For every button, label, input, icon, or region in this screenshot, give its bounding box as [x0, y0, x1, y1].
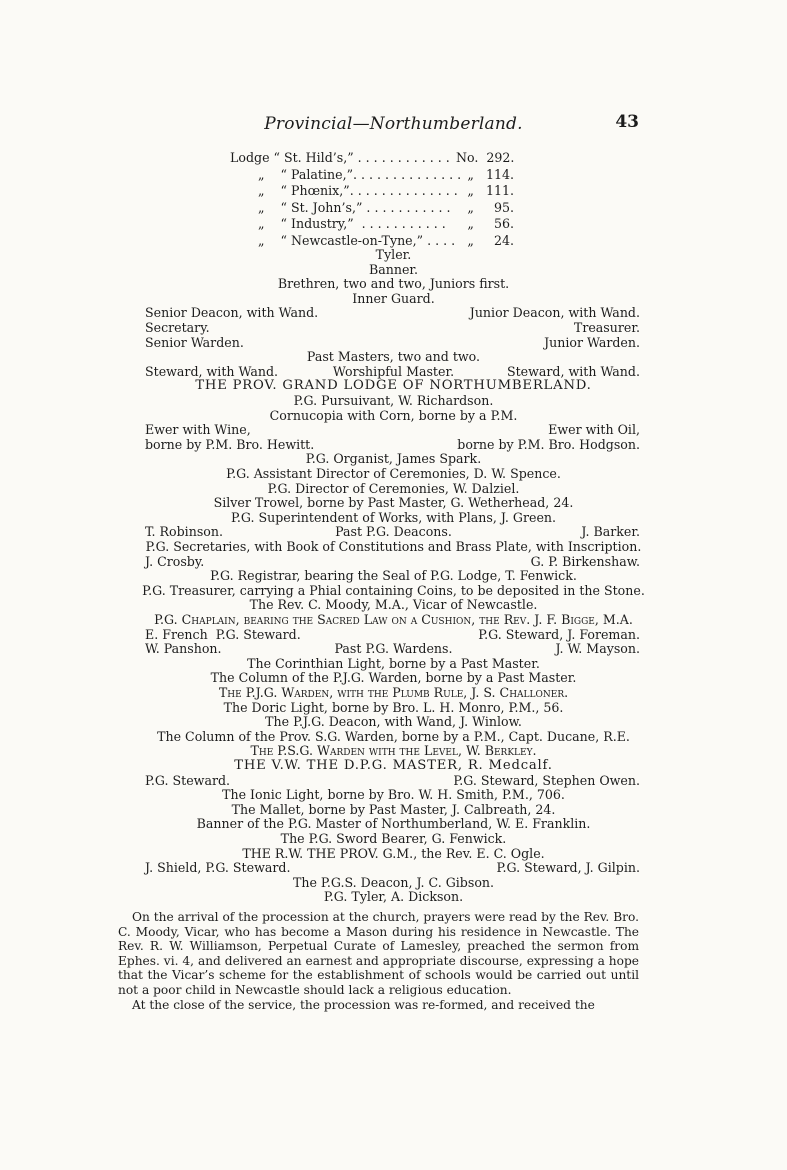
paragraph: On the arrival of the procession at the church, prayers were read by the Rev. Bro. C. Moody, Vicar, who has become a Mason during his residence in Newcastle. The Rev. R. W. Williamson, Perpetual Curate of Lamesley, preached the sermon from Ephes. vi. 4, and delivered an earnest and appropriate discourse, expressing a hope that the Vicar’s scheme for the establishment of schools would be carried out until not a poor child in Newcastle should lack a religious education. — [118, 910, 639, 997]
procession-entry: THE PROV. GRAND LODGE OF NORTHUMBERLAND. — [195, 378, 592, 394]
procession-entry: P.G. Steward. — [145, 772, 231, 788]
procession-entry: J. Crosby. — [145, 553, 205, 569]
procession-entry: Ewer with Wine, — [145, 422, 251, 438]
procession-entry: Banner. — [368, 261, 419, 277]
lodge-number: No. 292. — [456, 150, 515, 165]
procession-entry: J. Shield, P.G. Steward. — [145, 860, 291, 876]
procession-entry: The Column of the P.J.G. Warden, borne by a Past Master. — [210, 670, 577, 686]
procession-entry: The Column of the Prov. S.G. Warden, borne by a P.M., Capt. Ducane, R.E. — [157, 728, 630, 744]
procession-entry: P.G. Steward, J. Foreman. — [478, 626, 640, 642]
procession-entry: Past P.G. Wardens. — [334, 641, 453, 657]
procession-entry: P.G. Registrar, bearing the Seal of P.G. Lodge, T. Fenwick. — [210, 568, 577, 584]
procession-entry: P.G. Tyler, A. Dickson. — [323, 889, 464, 905]
procession-entry: G. P. Birkenshaw. — [530, 553, 640, 569]
procession-entry: The P.G.S. Deacon, J. C. Gibson. — [292, 874, 495, 890]
procession-entry: The P.G. Sword Bearer, G. Fenwick. — [280, 831, 507, 846]
procession-entry: Treasurer. — [573, 320, 640, 335]
procession-entry: Past Masters, two and two. — [306, 349, 481, 365]
lodge-number: „ 24. — [467, 232, 514, 248]
procession-entry: P.G. Director of Ceremonies, W. Dalziel. — [267, 480, 520, 496]
procession-entry: Worshipful Master. — [332, 363, 455, 379]
page-number: 43 — [615, 112, 639, 132]
procession-entry: The Ionic Light, borne by Bro. W. H. Smith, P.M., 706. — [222, 787, 565, 803]
procession-entry: P.G. Secretaries, with Book of Constitutions and Brass Plate, with Inscription. — [145, 539, 642, 554]
procession-entry: Banner of the P.G. Master of Northumberland, W. E. Franklin. — [196, 816, 591, 832]
procession-entry: P.G. Chaplain, bearing the Sacred Law on a Cushion, the Rev. J. F. Bigge, M.A. — [154, 612, 633, 627]
lodge-name: „ “ Phœnix,”. . . . . . . . . . . . . . — [258, 183, 458, 198]
lodge-number: „ 95. — [467, 199, 514, 215]
procession-entry: P.G. Assistant Director of Ceremonies, D. W. Spence. — [226, 466, 561, 481]
procession-entry: The Rev. C. Moody, M.A., Vicar of Newcastle. — [249, 597, 538, 613]
procession-entry: E. French P.G. Steward. — [145, 626, 301, 642]
procession-entry: P.G. Pursuivant, W. Richardson. — [293, 393, 494, 408]
procession-entry: P.G. Organist, James Spark. — [305, 451, 482, 467]
procession-entry: W. Panshon. — [145, 641, 222, 657]
procession-entry: borne by P.M. Bro. Hewitt. — [145, 436, 315, 452]
lodge-name: „ “ Industry,” . . . . . . . . . . . — [258, 216, 446, 231]
procession-entry: P.G. Steward, J. Gilpin. — [496, 860, 640, 876]
lodge-name: „ “ Palatine,”. . . . . . . . . . . . . . — [258, 166, 462, 182]
procession-entry: The P.S.G. Warden with the Level, W. Berkley. — [250, 743, 537, 759]
procession-entry: Steward, with Wand. — [145, 363, 279, 379]
procession-entry: Tyler. — [375, 247, 412, 262]
procession-entry: J. W. Mayson. — [555, 641, 640, 657]
procession-entry: The Doric Light, borne by Bro. L. H. Monro, P.M., 56. — [223, 699, 564, 715]
narrative-text — [118, 910, 639, 1012]
procession-entry: Brethren, two and two, Juniors first. — [277, 276, 510, 292]
procession-entry: The Corinthian Light, borne by a Past Master. — [247, 655, 540, 671]
running-title: Provincial—Northumberland. — [264, 114, 523, 134]
procession-entry: Past P.G. Deacons. — [335, 524, 452, 540]
procession-entry: THE R.W. THE PROV. G.M., the Rev. E. C. Ogle. — [242, 845, 545, 861]
procession-entry: P.G. Treasurer, carrying a Phial containing Coins, to be deposited in the Stone. — [142, 582, 645, 598]
lodge-name: „ “ St. John’s,” . . . . . . . . . . . — [258, 199, 451, 215]
procession-entry: The P.J.G. Deacon, with Wand, J. Winlow. — [265, 714, 522, 730]
procession-entry: P.G. Superintendent of Works, with Plans, J. Green. — [230, 509, 557, 525]
lodge-number: „ 114. — [467, 166, 514, 182]
procession-entry: Senior Deacon, with Wand. — [145, 305, 319, 321]
procession-entry: Cornucopia with Corn, borne by a P.M. — [269, 407, 518, 423]
lodge-number: „ 111. — [467, 183, 514, 198]
procession-entry: Ewer with Oil, — [548, 422, 640, 438]
lodge-number: „ 56. — [467, 216, 514, 231]
lodge-name: Lodge “ St. Hild’s,” . . . . . . . . . . . . — [230, 150, 450, 165]
procession-entry: Inner Guard. — [352, 290, 435, 306]
procession-entry: J. Barker. — [581, 524, 640, 540]
procession-entry: THE V.W. THE D.P.G. MASTER, R. Medcalf. — [234, 758, 553, 773]
paragraph: At the close of the service, the procession was re-formed, and received the — [132, 997, 595, 1012]
procession-entry: Steward, with Wand. — [506, 363, 640, 379]
page-header — [0, 114, 787, 138]
procession-entry: P.G. Steward, Stephen Owen. — [453, 772, 640, 788]
procession-entry: Junior Warden. — [544, 334, 640, 350]
procession-entry: Secretary. — [145, 320, 210, 335]
procession-entry: Junior Deacon, with Wand. — [469, 305, 640, 321]
procession-entry: The Mallet, borne by Past Master, J. Calbreath, 24. — [231, 801, 556, 817]
procession-entry: T. Robinson. — [145, 524, 223, 540]
lodge-name: „ “ Newcastle-on-Tyne,” . . . . — [258, 232, 456, 248]
procession-entry: The P.J.G. Warden, with the Plumb Rule, J. S. Challoner. — [218, 685, 569, 700]
procession-entry: Senior Warden. — [145, 334, 244, 350]
procession-entry: borne by P.M. Bro. Hodgson. — [457, 436, 640, 452]
procession-entry: Silver Trowel, borne by Past Master, G. Wetherhead, 24. — [213, 495, 574, 511]
